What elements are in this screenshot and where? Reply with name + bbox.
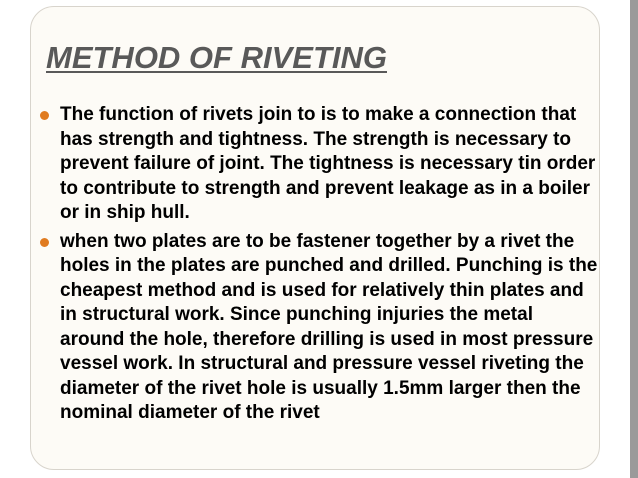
bullet-text: The function of rivets join to is to make a connection that has strength and tightness. The strength is necessary to prevent failure of joint. The tightness is necessary tin order to contribute to strength and prevent leakage as in a boiler or in ship hull. (60, 104, 596, 223)
right-accent-bar (630, 0, 638, 478)
bullet-item (40, 230, 600, 426)
bullet-list (40, 103, 600, 430)
bullet-dot-icon (40, 111, 49, 120)
bullet-dot-icon (40, 238, 49, 247)
bullet-item (40, 103, 600, 226)
bullet-text: when two plates are to be fastener together by a rivet the holes in the plates are punched and drilled. Punching is the cheapest method and is used for relatively thin plates and in structural work. Since punching injuries the metal around the hole, therefore drilling is used in most pressure vessel work. In structural and pressure vessel riveting the diameter of the rivet hole is usually 1.5mm larger then the nominal diameter of the rivet (60, 230, 598, 423)
slide-title: METHOD OF RIVETING (46, 40, 387, 75)
